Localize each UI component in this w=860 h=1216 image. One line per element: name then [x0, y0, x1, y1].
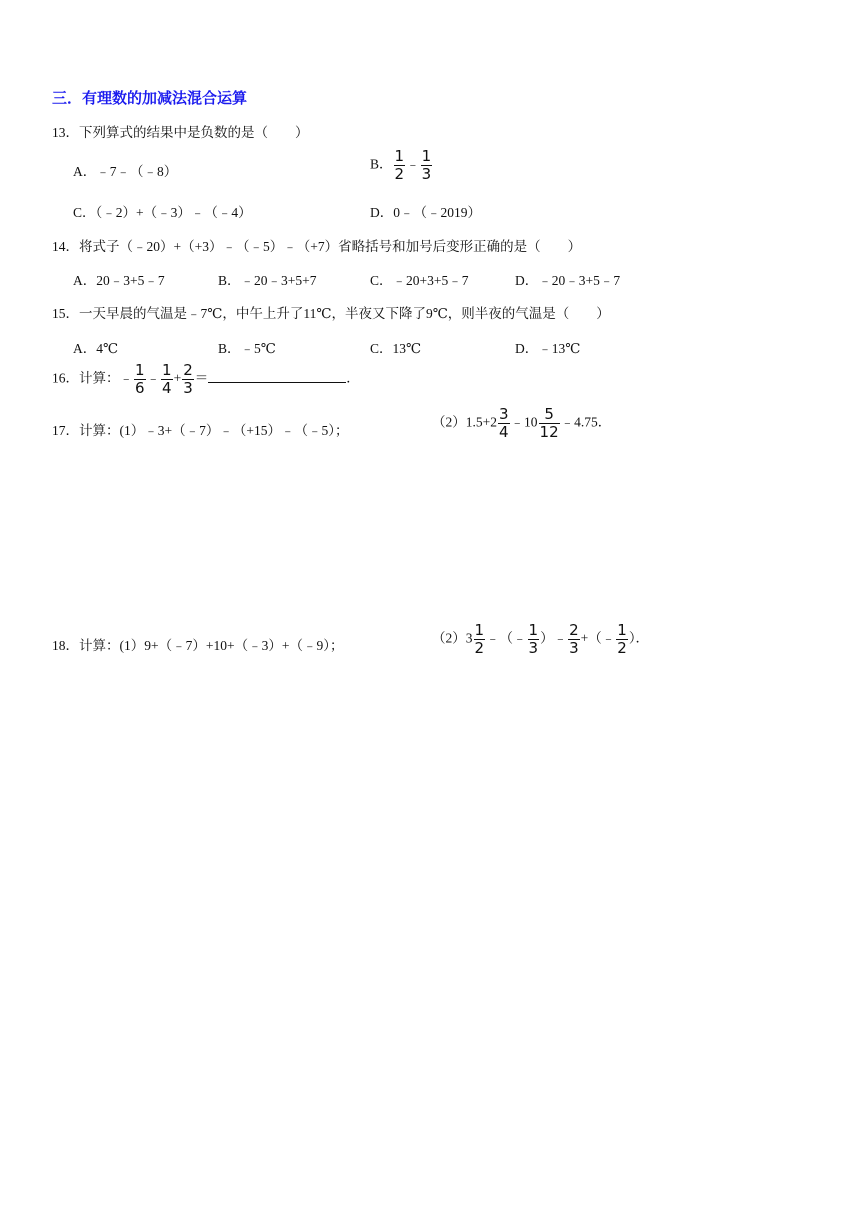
- period: ．: [346, 370, 360, 386]
- part-2-prefix: （2）3: [432, 630, 473, 646]
- answer-blank[interactable]: [208, 370, 346, 383]
- fraction-one-half: $\frac{1}{2}$: [394, 147, 405, 183]
- term-3-prefix: +（﹣: [580, 630, 616, 646]
- question-13-option-b: [370, 149, 433, 182]
- question-14-option-d: D．﹣20﹣3+5﹣7: [515, 273, 621, 288]
- fraction-three-quarters: $\frac{3}{4}$: [499, 405, 509, 441]
- question-13-option-a: A．﹣7﹣（﹣8）: [73, 164, 178, 179]
- question-16: [52, 363, 360, 396]
- question-13-option-c: C．（﹣2）+（﹣3）﹣（﹣4）: [73, 205, 252, 220]
- equals-sign: ＝: [194, 370, 209, 386]
- fraction-two-thirds: $\frac{2}{3}$: [569, 621, 579, 657]
- fraction-one-third: $\frac{1}{3}$: [528, 621, 539, 657]
- question-14-option-b: B．﹣20﹣3+5+7: [218, 273, 317, 288]
- fraction-one-half-second: $\frac{1}{2}$: [617, 621, 627, 657]
- fraction-five-twelfths: $\frac{5}{12}$: [539, 405, 559, 441]
- question-15-option-d: D．﹣13℃: [515, 341, 581, 356]
- question-16-prefix: 16．计算：﹣: [52, 370, 133, 386]
- part-2-prefix: （2）1.5+2: [432, 414, 497, 430]
- fraction-two-thirds: $\frac{2}{3}$: [183, 361, 193, 397]
- fraction-one-half: $\frac{1}{2}$: [474, 621, 485, 657]
- question-18-part-1: 18．计算：(1）9+（﹣7）+10+（﹣3）+（﹣9）；: [52, 638, 344, 653]
- question-18-part-2: [432, 623, 649, 656]
- question-14-stem: 14．将式子（﹣20）+（+3）﹣（﹣5）﹣（+7）省略括号和加号后变形正确的是（ ）: [52, 239, 582, 254]
- question-14-option-a: A．20﹣3+5﹣7: [73, 273, 165, 288]
- part-2-end: ﹣4.75．: [560, 414, 612, 430]
- option-b-label: B．: [370, 156, 393, 172]
- fraction-one-sixth: $\frac{1}{6}$: [135, 361, 145, 397]
- question-15-stem: 15．一天早晨的气温是﹣7℃，中午上升了11℃，半夜又下降了9℃，则半夜的气温是（ ）: [52, 306, 610, 321]
- minus-sign: ﹣: [146, 370, 161, 386]
- fraction-one-quarter: $\frac{1}{4}$: [162, 361, 172, 397]
- minus-sign: ﹣: [406, 156, 420, 172]
- fraction-one-third: $\frac{1}{3}$: [421, 147, 432, 183]
- question-17-part-1: 17．计算：(1）﹣3+（﹣7）﹣（+15）﹣（﹣5）；: [52, 423, 349, 438]
- part-2-middle: ﹣10: [510, 414, 538, 430]
- question-15-option-b: B．﹣5℃: [218, 341, 276, 356]
- question-15-option-a: A．4℃: [73, 341, 119, 356]
- question-13-stem: 13．下列算式的结果中是负数的是（ ）: [52, 125, 309, 140]
- question-14-option-c: C．﹣20+3+5﹣7: [370, 273, 469, 288]
- term-2-suffix: ）﹣: [540, 630, 568, 646]
- question-13-option-d: D．0﹣（﹣2019）: [370, 205, 481, 220]
- section-title: 三．有理数的加减法混合运算: [52, 89, 248, 107]
- term-2-prefix: ﹣（﹣: [486, 630, 527, 646]
- question-17-part-2: [432, 407, 611, 440]
- question-15-option-c: C．13℃: [370, 341, 422, 356]
- part-2-end: ）．: [628, 630, 650, 646]
- plus-sign: +: [173, 370, 182, 386]
